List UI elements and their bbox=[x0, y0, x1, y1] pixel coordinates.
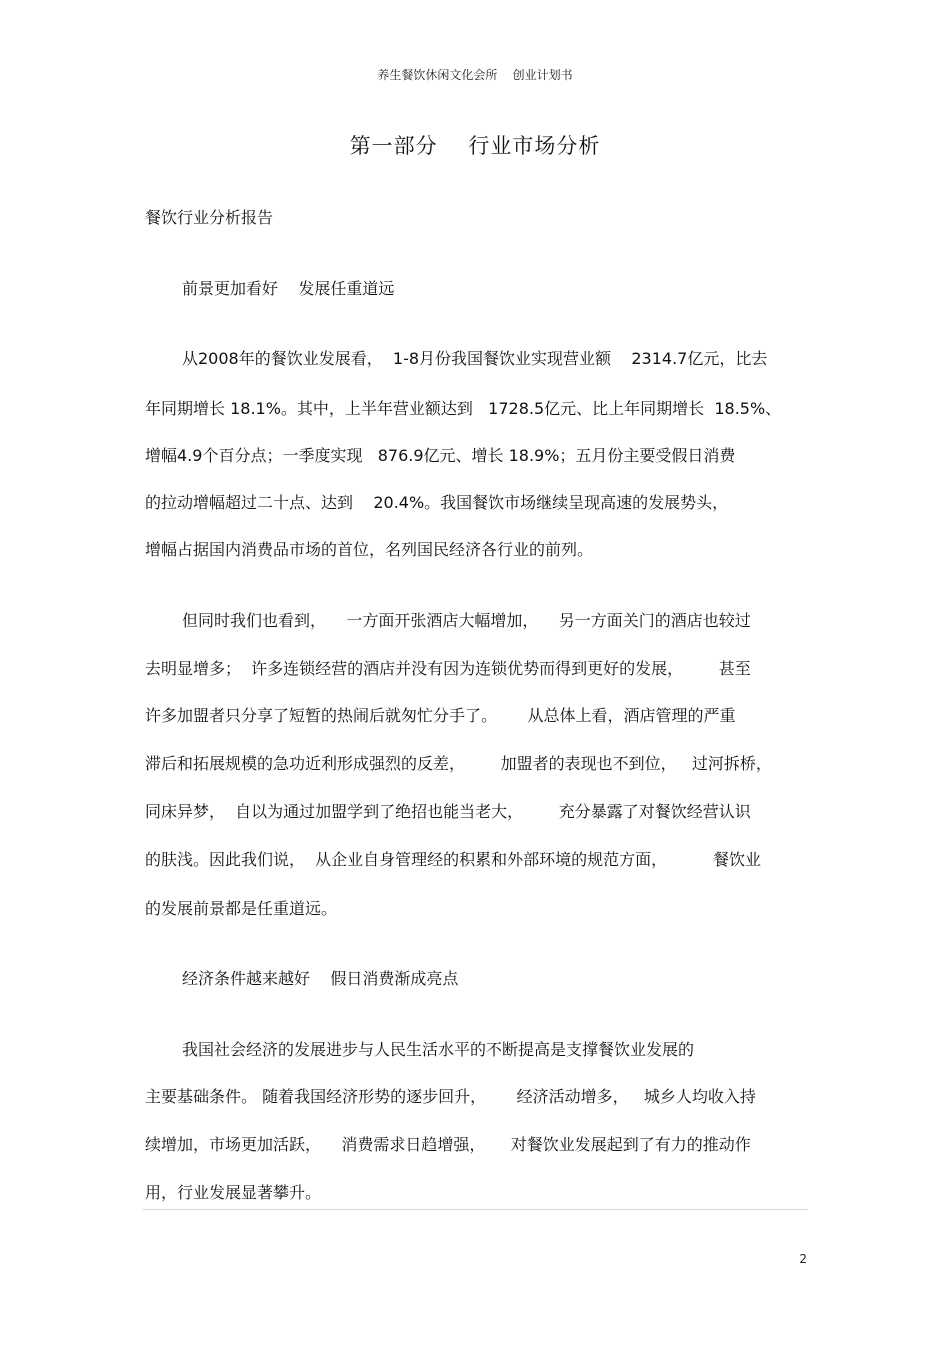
running-header: 养生餐饮休闲文化会所 创业计划书 bbox=[377, 68, 573, 82]
paragraph-line: 续增加，市场更加活跃， 消费需求日趋增强， 对餐饮业发展起到了有力的推动作 bbox=[145, 1135, 751, 1154]
paragraph-line: 主要基础条件。 随着我国经济形势的逐步回升， 经济活动增多， 城乡人均收入持 bbox=[145, 1087, 756, 1106]
subsection-heading: 前景更加看好 发展任重道远 bbox=[182, 279, 395, 298]
paragraph-line: 的拉动增幅超过二十点、达到 20.4%。我国餐饮市场继续呈现高速的发展势头， bbox=[145, 493, 729, 512]
paragraph-line: 许多加盟者只分享了短暂的热闹后就匆忙分手了。 从总体上看，酒店管理的严重 bbox=[145, 706, 736, 725]
page-number: 2 bbox=[799, 1252, 807, 1266]
report-title: 餐饮行业分析报告 bbox=[145, 208, 274, 227]
subsection-heading: 经济条件越来越好 假日消费渐成亮点 bbox=[182, 969, 459, 988]
footer-divider bbox=[143, 1209, 808, 1210]
paragraph-line: 增幅占据国内消费品市场的首位，名列国民经济各行业的前列。 bbox=[145, 540, 594, 559]
section-title: 第一部分 行业市场分析 bbox=[349, 134, 601, 158]
paragraph-line: 用，行业发展显著攀升。 bbox=[145, 1183, 322, 1202]
paragraph-line: 的发展前景都是任重道远。 bbox=[145, 899, 338, 918]
paragraph-line: 从2008年的餐饮业发展看， 1-8月份我国餐饮业实现营业额 2314.7亿元，比去 bbox=[182, 349, 768, 368]
paragraph-line: 滞后和拓展规模的急功近利形成强烈的反差， 加盟者的表现也不到位， 过河拆桥， bbox=[145, 754, 772, 773]
paragraph-line: 增幅4.9个百分点；一季度实现 876.9亿元、增长 18.9%；五月份主要受假日消费 bbox=[145, 446, 736, 465]
paragraph-line: 但同时我们也看到， 一方面开张酒店大幅增加， 另一方面关门的酒店也较过 bbox=[182, 611, 751, 630]
paragraph-line: 的肤浅。因此我们说， 从企业自身管理经的积累和外部环境的规范方面， 餐饮业 bbox=[145, 850, 761, 869]
paragraph-line: 同床异梦， 自以为通过加盟学到了绝招也能当老大， 充分暴露了对餐饮经营认识 bbox=[145, 802, 751, 821]
paragraph-line: 我国社会经济的发展进步与人民生活水平的不断提高是支撑餐饮业发展的 bbox=[182, 1040, 695, 1059]
paragraph-line: 去明显增多； 许多连锁经营的酒店并没有因为连锁优势而得到更好的发展， 甚至 bbox=[145, 659, 751, 678]
paragraph-line: 年同期增长 18.1%。其中，上半年营业额达到 1728.5亿元、比上年同期增长 18.5%、 bbox=[145, 399, 782, 418]
